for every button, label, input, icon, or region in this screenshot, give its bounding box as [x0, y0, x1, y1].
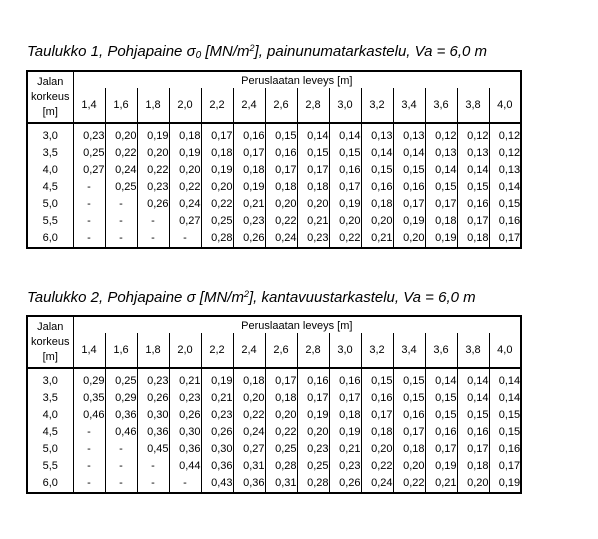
table-cell: 0,16 [489, 441, 521, 458]
table-cell: 0,13 [425, 145, 457, 162]
table-1-caption [27, 43, 487, 61]
table-row [27, 213, 521, 230]
table-cell: - [137, 230, 169, 248]
table-cell: 0,19 [169, 145, 201, 162]
table-cell: 0,24 [361, 475, 393, 493]
table-cell: 0,29 [105, 390, 137, 407]
table-cell: 0,17 [393, 424, 425, 441]
table-cell: 0,22 [393, 475, 425, 493]
table-cell: 0,14 [457, 162, 489, 179]
table-cell: 0,16 [361, 179, 393, 196]
table-cell: - [87, 477, 91, 489]
table-cell: 0,20 [169, 162, 201, 179]
table-cell: 0,46 [105, 424, 137, 441]
table-cell: 0,22 [169, 179, 201, 196]
table-cell: 0,16 [425, 424, 457, 441]
table-cell: 0,17 [265, 368, 297, 390]
table-cell: 0,18 [297, 179, 329, 196]
pressure-table-1 [26, 70, 522, 249]
table-cell: - [169, 230, 201, 248]
table-cell: 0,18 [361, 196, 393, 213]
caption-text: Taulukko 2, Pohjapaine σ [27, 289, 196, 306]
table-cell: 0,22 [137, 162, 169, 179]
table-cell: 0,31 [233, 458, 265, 475]
table-cell: 0,27 [169, 213, 201, 230]
table-cell: 0,20 [457, 475, 489, 493]
table-cell: 0,36 [201, 458, 233, 475]
table-cell: 0,22 [105, 145, 137, 162]
table-cell: 0,20 [329, 213, 361, 230]
table-cell: 0,18 [233, 368, 265, 390]
column-header: 3,2 [361, 88, 393, 123]
table-cell: 0,35 [83, 392, 105, 404]
table-cell: 0,14 [489, 368, 521, 390]
table-cell: 0,21 [201, 390, 233, 407]
table-cell: 0,14 [425, 162, 457, 179]
table-cell: 0,20 [297, 196, 329, 213]
table-cell: 0,21 [297, 213, 329, 230]
table-cell: - [105, 441, 137, 458]
caption-unit: [MN/m [201, 43, 250, 60]
table-cell: 0,15 [425, 407, 457, 424]
column-header: 2,6 [265, 333, 297, 368]
row-label: 6,0 [27, 475, 73, 493]
table-cell: 0,14 [489, 390, 521, 407]
corner-label-line: [m] [42, 350, 58, 363]
table-cell: 0,36 [105, 407, 137, 424]
column-header: 3,6 [425, 88, 457, 123]
table-cell: 0,16 [393, 407, 425, 424]
table-cell: 0,15 [489, 424, 521, 441]
table-cell: 0,28 [265, 458, 297, 475]
table-cell: 0,26 [329, 475, 361, 493]
table-row [27, 390, 521, 407]
table-cell: 0,20 [137, 145, 169, 162]
table-cell: 0,44 [169, 458, 201, 475]
table-cell: 0,27 [233, 441, 265, 458]
column-header: 2,2 [201, 333, 233, 368]
caption-unit: [MN/m [195, 289, 244, 306]
table-cell: - [87, 426, 91, 438]
table-cell: 0,26 [137, 390, 169, 407]
table-cell: 0,20 [361, 213, 393, 230]
table-cell: 0,36 [233, 475, 265, 493]
table-cell: 0,20 [393, 458, 425, 475]
corner-label-line: korkeus [30, 335, 70, 348]
table-cell: 0,22 [265, 213, 297, 230]
table-cell: 0,43 [201, 475, 233, 493]
table-cell: 0,13 [393, 123, 425, 145]
column-header: 2,0 [169, 333, 201, 368]
table-cell: 0,20 [297, 424, 329, 441]
row-header-corner [27, 316, 73, 368]
column-header: 1,6 [105, 88, 137, 123]
column-group-header: Peruslaatan leveys [m] [241, 320, 353, 332]
table-cell: 0,16 [297, 368, 329, 390]
table-cell: 0,15 [393, 368, 425, 390]
column-header: 3,8 [457, 333, 489, 368]
table-cell: 0,23 [137, 179, 169, 196]
table-cell: - [87, 198, 91, 210]
table-cell: 0,20 [201, 179, 233, 196]
table-cell: 0,13 [361, 123, 393, 145]
column-header: 3,8 [457, 88, 489, 123]
caption-suffix: ], painunumatarkastelu, Va = 6,0 m [254, 43, 488, 60]
table-cell: 0,12 [489, 145, 521, 162]
column-header: 1,6 [105, 333, 137, 368]
table-cell: 0,14 [489, 179, 521, 196]
table-cell: 0,23 [83, 130, 105, 142]
table-cell: 0,18 [233, 162, 265, 179]
table-cell: 0,24 [169, 196, 201, 213]
caption-text: Taulukko 1, Pohjapaine σ [27, 43, 196, 60]
table-cell: 0,15 [393, 390, 425, 407]
table-cell: 0,16 [329, 368, 361, 390]
table-cell: 0,15 [393, 162, 425, 179]
column-header: 2,2 [201, 88, 233, 123]
table-row [27, 424, 521, 441]
row-label: 3,5 [27, 390, 73, 407]
table-cell: 0,15 [329, 145, 361, 162]
row-label: 3,0 [27, 123, 73, 145]
table-cell: - [105, 213, 137, 230]
table-cell: 0,17 [297, 162, 329, 179]
table-cell: 0,24 [105, 162, 137, 179]
table-cell: 0,30 [201, 441, 233, 458]
table-cell: - [87, 181, 91, 193]
table-cell: 0,19 [201, 368, 233, 390]
table-cell: 0,22 [329, 230, 361, 248]
corner-label-line: [m] [42, 105, 58, 118]
table-cell: 0,30 [169, 424, 201, 441]
table-cell: 0,17 [361, 407, 393, 424]
table-cell: 0,26 [201, 424, 233, 441]
table-cell: 0,25 [201, 213, 233, 230]
table-cell: - [137, 458, 169, 475]
table-cell: 0,16 [329, 162, 361, 179]
table-cell: 0,16 [233, 123, 265, 145]
table-2-caption [27, 289, 476, 307]
table-cell: 0,25 [105, 179, 137, 196]
row-label: 5,0 [27, 196, 73, 213]
table-cell: 0,20 [105, 123, 137, 145]
table-cell: 0,46 [83, 409, 105, 421]
column-header: 3,0 [329, 88, 361, 123]
table-cell: 0,14 [457, 390, 489, 407]
table-cell: 0,25 [105, 368, 137, 390]
table-cell: 0,22 [233, 407, 265, 424]
table-cell: 0,17 [489, 458, 521, 475]
table-cell: - [87, 232, 91, 244]
column-header: 1,4 [73, 88, 105, 123]
table-cell: 0,14 [329, 123, 361, 145]
table-cell: 0,15 [457, 407, 489, 424]
column-header: 3,2 [361, 333, 393, 368]
table-cell: 0,23 [297, 441, 329, 458]
table-cell: 0,21 [361, 230, 393, 248]
table-cell: 0,18 [265, 390, 297, 407]
table-cell: 0,15 [457, 179, 489, 196]
table-cell: 0,20 [233, 390, 265, 407]
row-label: 5,5 [27, 458, 73, 475]
table-cell: 0,23 [201, 407, 233, 424]
table-cell: 0,16 [457, 196, 489, 213]
pressure-table-2 [26, 315, 522, 494]
table-cell: - [105, 458, 137, 475]
row-label: 4,0 [27, 162, 73, 179]
table-cell: - [87, 215, 91, 227]
table-cell: 0,45 [137, 441, 169, 458]
table-cell: 0,18 [329, 407, 361, 424]
table-cell: 0,23 [169, 390, 201, 407]
table-cell: - [105, 196, 137, 213]
column-group-header: Peruslaatan leveys [m] [241, 75, 353, 87]
table-cell: 0,17 [393, 196, 425, 213]
column-header: 1,4 [73, 333, 105, 368]
table-cell: 0,28 [297, 475, 329, 493]
table-cell: 0,13 [489, 162, 521, 179]
table-cell: 0,27 [83, 164, 105, 176]
table-cell: 0,22 [201, 196, 233, 213]
corner-label-line: Jalan [37, 320, 64, 333]
table-cell: 0,23 [137, 368, 169, 390]
table-cell: 0,15 [489, 407, 521, 424]
row-label: 5,0 [27, 441, 73, 458]
table-cell: 0,19 [297, 407, 329, 424]
table-row [27, 145, 521, 162]
column-header: 2,6 [265, 88, 297, 123]
column-header: 3,4 [393, 88, 425, 123]
table-cell: 0,22 [361, 458, 393, 475]
table-cell: 0,25 [265, 441, 297, 458]
table-cell: 0,15 [425, 390, 457, 407]
table-cell: 0,23 [297, 230, 329, 248]
caption-subscript: 0 [195, 50, 202, 61]
table-cell: 0,36 [137, 424, 169, 441]
table-cell: 0,16 [457, 424, 489, 441]
table-cell: - [137, 475, 169, 493]
table-cell: 0,18 [425, 213, 457, 230]
table-row [27, 162, 521, 179]
table-cell: 0,18 [361, 424, 393, 441]
table-cell: 0,25 [297, 458, 329, 475]
table-cell: 0,12 [425, 123, 457, 145]
table-cell: 0,14 [297, 123, 329, 145]
row-label: 3,5 [27, 145, 73, 162]
table-cell: 0,19 [425, 230, 457, 248]
table-cell: 0,29 [83, 375, 105, 387]
table-cell: 0,18 [265, 179, 297, 196]
table-cell: 0,21 [425, 475, 457, 493]
table-cell: 0,13 [457, 145, 489, 162]
table-cell: 0,22 [265, 424, 297, 441]
table-cell: 0,21 [169, 368, 201, 390]
table-cell: 0,15 [361, 162, 393, 179]
table-cell: 0,17 [233, 145, 265, 162]
table-row [27, 196, 521, 213]
table-cell: 0,20 [265, 196, 297, 213]
table-cell: 0,23 [329, 458, 361, 475]
table-cell: 0,24 [233, 424, 265, 441]
table-cell: 0,19 [425, 458, 457, 475]
table-cell: 0,20 [265, 407, 297, 424]
table-cell: 0,36 [169, 441, 201, 458]
table-cell: 0,19 [137, 123, 169, 145]
table-cell: 0,16 [265, 145, 297, 162]
column-header: 1,8 [137, 333, 169, 368]
table-cell: 0,19 [329, 424, 361, 441]
table-cell: 0,28 [201, 230, 233, 248]
table-row [27, 179, 521, 196]
table-cell: 0,17 [425, 196, 457, 213]
table-cell: 0,15 [425, 179, 457, 196]
table-cell: 0,21 [233, 196, 265, 213]
table-cell: 0,20 [393, 230, 425, 248]
table-cell: - [87, 443, 91, 455]
table-cell: 0,15 [361, 368, 393, 390]
table-cell: 0,17 [457, 441, 489, 458]
column-header: 2,0 [169, 88, 201, 123]
row-label: 5,5 [27, 213, 73, 230]
table-cell: 0,17 [329, 390, 361, 407]
table-cell: 0,15 [265, 123, 297, 145]
row-label: 3,0 [27, 368, 73, 390]
table-cell: 0,19 [489, 475, 521, 493]
table-cell: - [137, 213, 169, 230]
table-cell: 0,24 [265, 230, 297, 248]
table-cell: 0,18 [393, 441, 425, 458]
column-header: 3,0 [329, 333, 361, 368]
column-header: 2,8 [297, 333, 329, 368]
table-cell: 0,17 [489, 230, 521, 248]
table-cell: 0,18 [169, 123, 201, 145]
table-row [27, 368, 521, 390]
table-cell: 0,17 [265, 162, 297, 179]
corner-label-line: Jalan [37, 75, 64, 88]
table-cell: 0,15 [297, 145, 329, 162]
table-cell: - [87, 460, 91, 472]
table-cell: 0,17 [297, 390, 329, 407]
table-row [27, 458, 521, 475]
caption-suffix: ], kantavuustarkastelu, Va = 6,0 m [248, 289, 476, 306]
column-header: 3,4 [393, 333, 425, 368]
row-header-corner [27, 71, 73, 123]
table-cell: 0,16 [393, 179, 425, 196]
table-cell: 0,21 [329, 441, 361, 458]
table-cell: 0,30 [137, 407, 169, 424]
row-label: 4,5 [27, 424, 73, 441]
column-header: 2,4 [233, 333, 265, 368]
table-cell: 0,14 [425, 368, 457, 390]
column-header: 4,0 [489, 333, 521, 368]
table-cell: - [105, 230, 137, 248]
table-cell: 0,18 [201, 145, 233, 162]
table-row [27, 123, 521, 145]
table-cell: 0,26 [233, 230, 265, 248]
column-header: 4,0 [489, 88, 521, 123]
table-cell: 0,14 [457, 368, 489, 390]
table-row [27, 441, 521, 458]
table-row [27, 230, 521, 248]
table-cell: 0,16 [361, 390, 393, 407]
row-label: 4,5 [27, 179, 73, 196]
table-cell: 0,17 [425, 441, 457, 458]
table-cell: 0,19 [233, 179, 265, 196]
column-header: 2,4 [233, 88, 265, 123]
column-header: 3,6 [425, 333, 457, 368]
table-cell: 0,26 [169, 407, 201, 424]
table-cell: 0,17 [457, 213, 489, 230]
table-cell: 0,23 [233, 213, 265, 230]
corner-label-line: korkeus [30, 90, 70, 103]
table-cell: 0,25 [83, 147, 105, 159]
column-header: 2,8 [297, 88, 329, 123]
table-cell: 0,18 [457, 458, 489, 475]
table-cell: 0,15 [489, 196, 521, 213]
table-cell: 0,12 [489, 123, 521, 145]
table-cell: - [105, 475, 137, 493]
table-cell: 0,31 [265, 475, 297, 493]
caption-superscript: 2 [243, 289, 249, 299]
caption-superscript: 2 [249, 43, 255, 53]
table-cell: 0,26 [137, 196, 169, 213]
row-label: 4,0 [27, 407, 73, 424]
table-cell: 0,16 [489, 213, 521, 230]
table-cell: 0,17 [329, 179, 361, 196]
table-cell: 0,19 [393, 213, 425, 230]
column-header: 1,8 [137, 88, 169, 123]
row-label: 6,0 [27, 230, 73, 248]
table-cell: 0,14 [393, 145, 425, 162]
table-row [27, 475, 521, 493]
table-cell: 0,18 [457, 230, 489, 248]
table-row [27, 407, 521, 424]
table-cell: - [169, 475, 201, 493]
table-cell: 0,20 [361, 441, 393, 458]
table-cell: 0,19 [201, 162, 233, 179]
table-cell: 0,14 [361, 145, 393, 162]
table-cell: 0,19 [329, 196, 361, 213]
table-cell: 0,12 [457, 123, 489, 145]
table-cell: 0,17 [201, 123, 233, 145]
